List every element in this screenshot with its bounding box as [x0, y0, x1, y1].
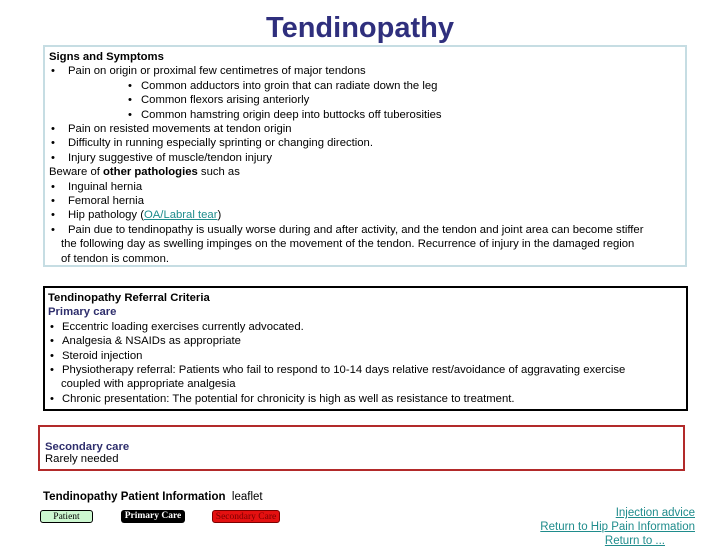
bullet-icon: •	[51, 137, 55, 150]
referral-criteria-box	[43, 286, 688, 411]
list-item: • Pain on resisted movements at tendon origin	[51, 123, 292, 136]
list-item: • Pain due to tendinopathy is usually worse during and after activity, and the tendon and joint area can become stiffer	[51, 223, 644, 236]
bullet-icon: •	[51, 223, 55, 236]
list-subitem: • Common hamstring origin deep into buttocks off tuberosities	[128, 108, 442, 121]
return-link-truncated[interactable]: Return to ...	[604, 535, 665, 547]
bullet-icon: •	[50, 364, 54, 377]
secondary-care-box	[38, 425, 685, 471]
list-item: • Chronic presentation: The potential for chronicity is high as well as resistance to treatment.	[50, 392, 515, 405]
return-hip-pain-link[interactable]: Return to Hip Pain Information	[540, 521, 695, 533]
list-subitem: • Common flexors arising anteriorly	[128, 94, 310, 107]
bullet-icon: •	[128, 79, 132, 92]
bullet-icon: •	[51, 123, 55, 136]
list-subitem: • Common adductors into groin that can radiate down the leg	[128, 79, 438, 92]
injection-advice-link[interactable]: Injection advice	[615, 507, 695, 519]
list-item: • Injury suggestive of muscle/tendon injury	[51, 151, 273, 164]
bullet-icon: •	[50, 349, 54, 362]
signs-heading: Signs and Symptoms	[49, 51, 164, 63]
list-item-continuation: the following day as swelling impinges on the movement of the tendon. Recurrence of injury in the damaged region	[61, 238, 635, 251]
footer-links	[540, 506, 695, 548]
bullet-icon: •	[51, 151, 55, 164]
bullet-icon: •	[128, 108, 132, 121]
list-item: • Pain on origin or proximal few centimetres of major tendons	[51, 65, 366, 78]
page-title: Tendinopathy	[266, 12, 454, 44]
bullet-icon: •	[51, 195, 55, 208]
primary-care-button[interactable]: Primary Care	[121, 510, 185, 523]
primary-care-heading: Primary care	[48, 306, 117, 319]
list-item: • Difficulty in running especially sprinting or changing direction.	[51, 137, 373, 150]
patient-leaflet-label: Tendinopathy Patient Information leaflet	[43, 491, 263, 503]
bullet-icon: •	[51, 209, 55, 222]
signs-symptoms-box	[43, 45, 687, 267]
list-item: • Steroid injection	[50, 349, 143, 362]
bullet-icon: •	[50, 335, 54, 348]
list-item-continuation: coupled with appropriate analgesia	[61, 378, 236, 391]
list-item: • Analgesia & NSAIDs as appropriate	[50, 335, 241, 348]
beware-line: Beware of other pathologies such as	[49, 166, 240, 179]
bullet-icon: •	[51, 180, 55, 193]
secondary-care-text: Rarely needed	[45, 453, 119, 465]
secondary-care-button[interactable]: Secondary Care	[212, 510, 280, 523]
stray-dot: .	[44, 403, 47, 414]
secondary-care-heading: Secondary care	[45, 441, 130, 453]
oa-labral-tear-link[interactable]: OA/Labral tear	[143, 209, 218, 222]
list-item: • Hip pathology (OA/Labral tear)	[51, 209, 222, 222]
list-item: • Inguinal hernia	[51, 180, 143, 193]
patient-button[interactable]: Patient	[40, 510, 93, 523]
referral-heading: Tendinopathy Referral Criteria	[48, 292, 210, 304]
bullet-icon: •	[50, 320, 54, 333]
bullet-icon: •	[50, 392, 54, 405]
list-item: • Femoral hernia	[51, 195, 144, 208]
list-item: • Eccentric loading exercises currently advocated.	[50, 320, 304, 333]
list-item-continuation: of tendon is common.	[61, 252, 170, 265]
bullet-icon: •	[51, 65, 55, 78]
bullet-icon: •	[128, 94, 132, 107]
list-item: • Physiotherapy referral: Patients who fail to respond to 10-14 days relative rest/avoidance of aggravating exercise	[50, 364, 626, 377]
